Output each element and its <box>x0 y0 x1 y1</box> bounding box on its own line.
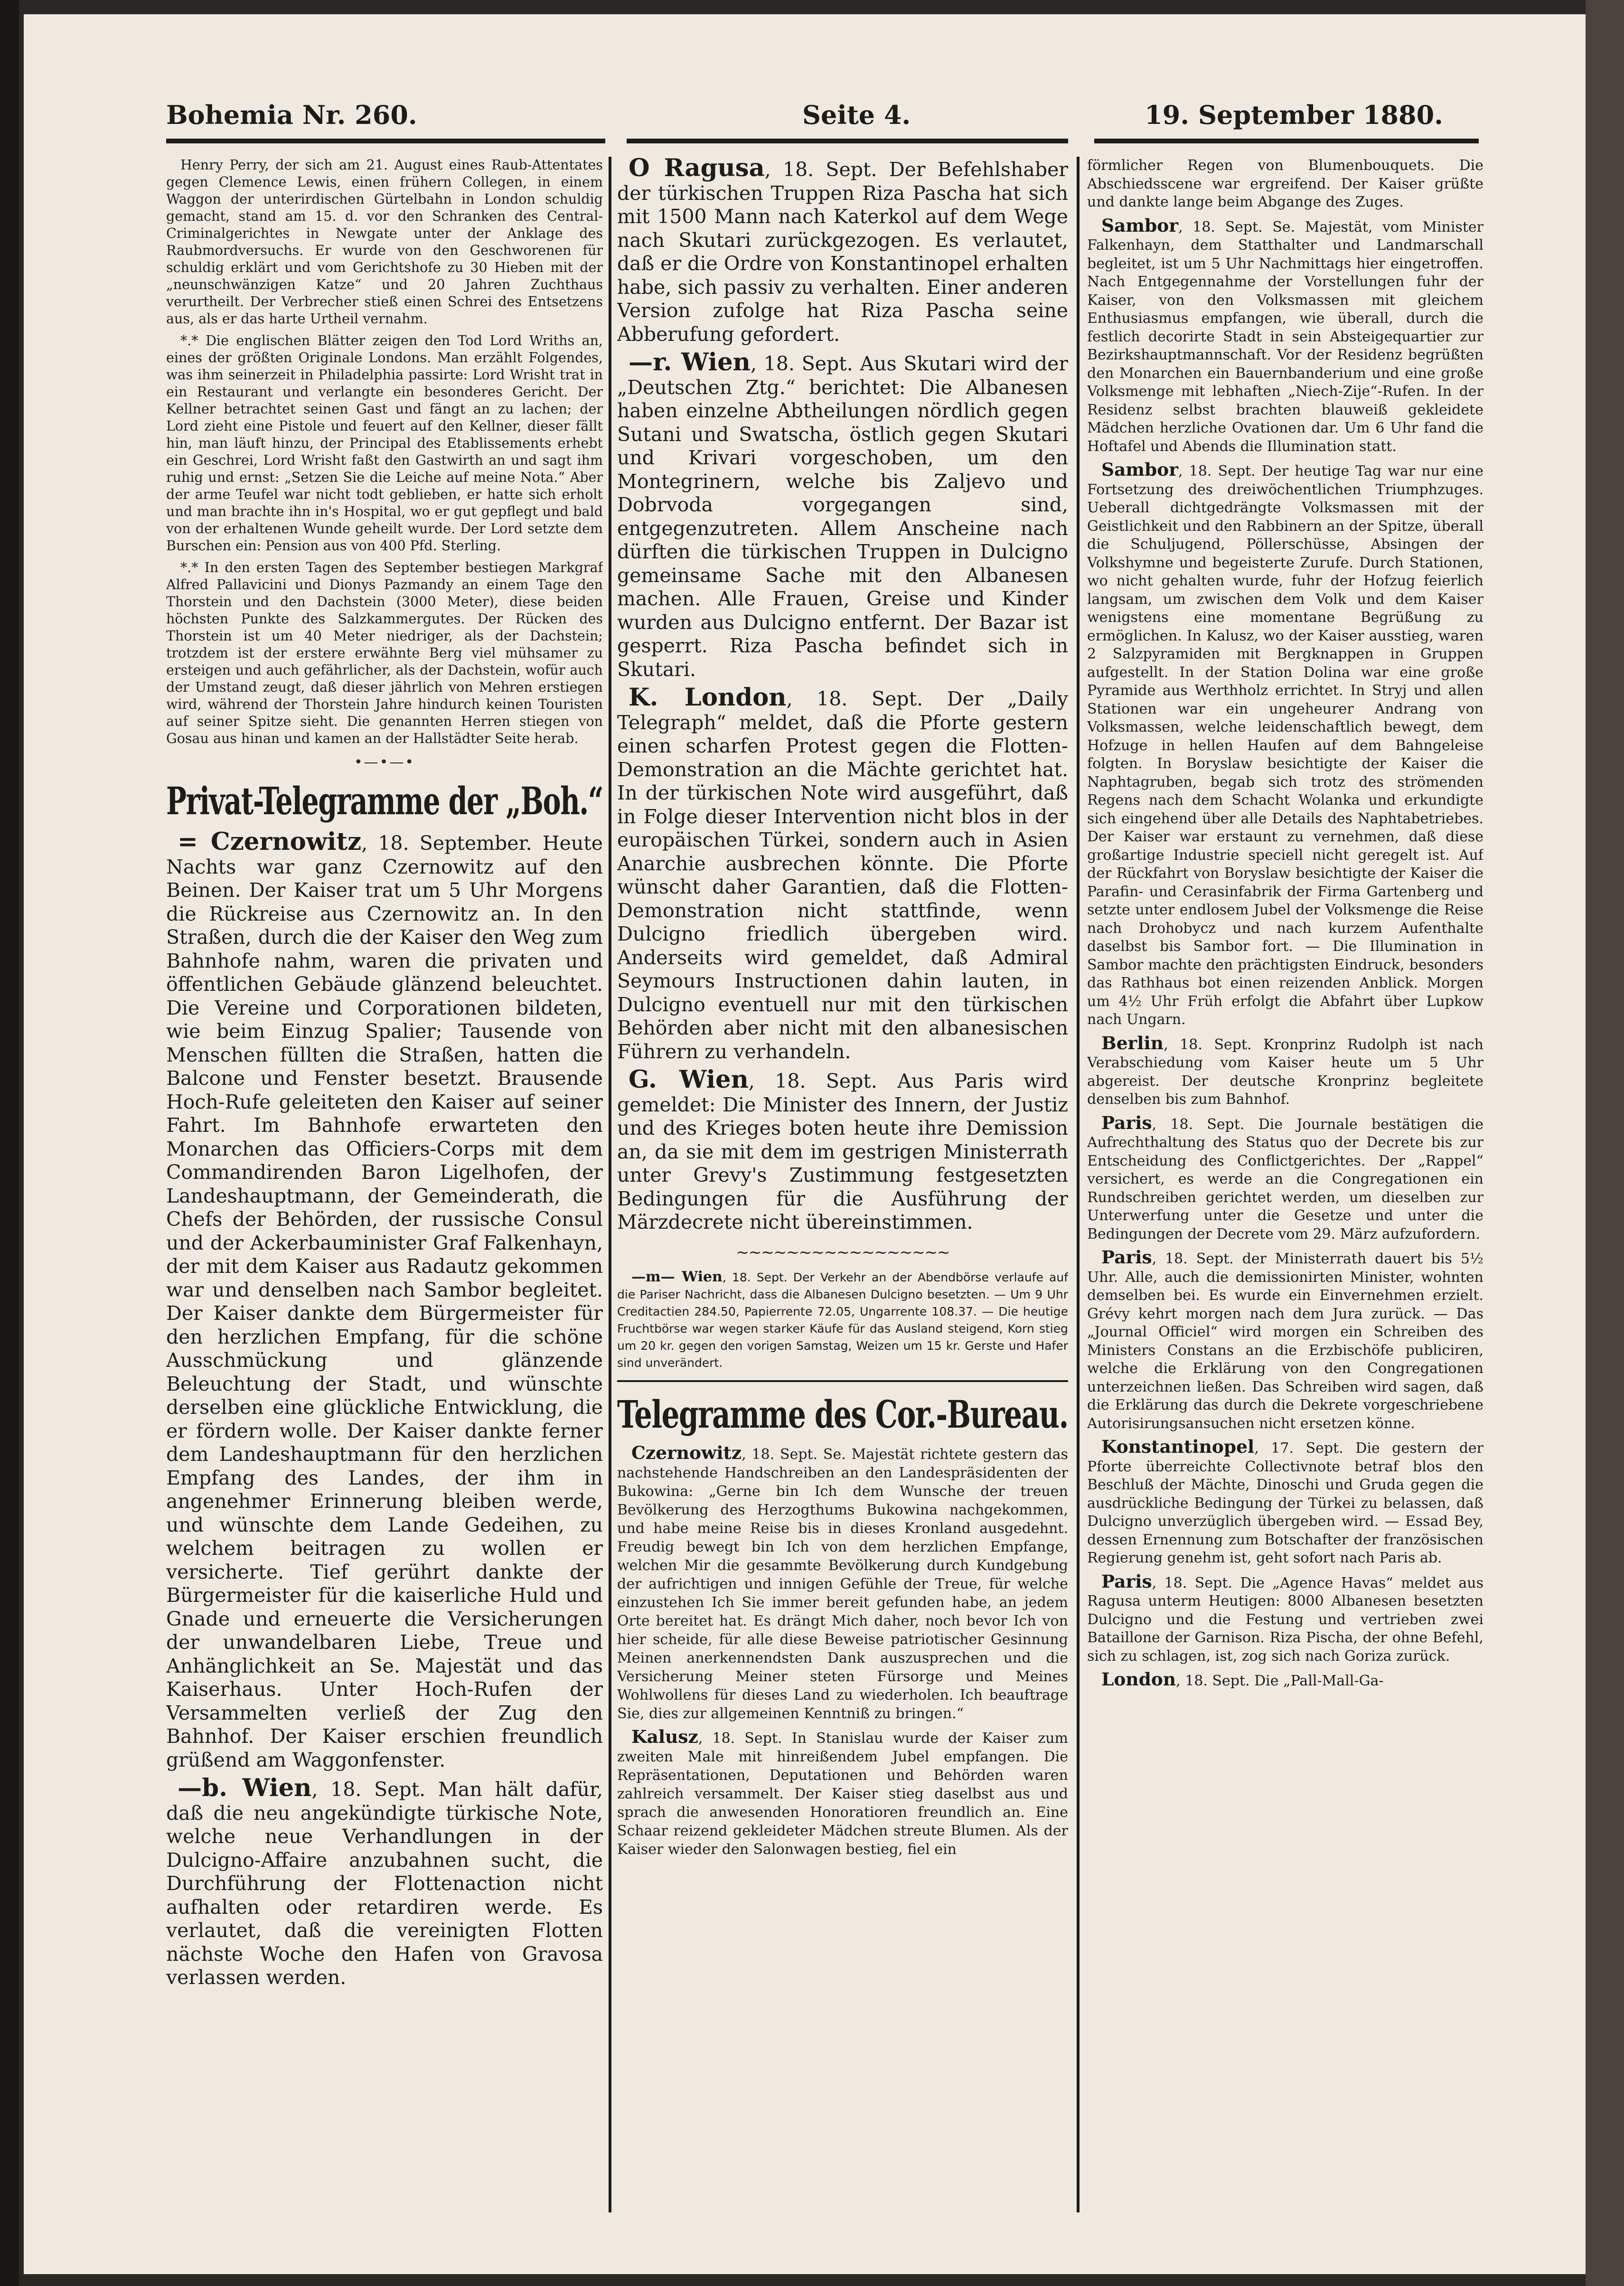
dateline-place: Konstantinopel <box>1101 1436 1255 1457</box>
page-number: Seite 4. <box>802 100 911 130</box>
telegram-text: , 18. Sept. Die „Pall-Mall-Ga- <box>1176 1673 1384 1689</box>
dateline-place: Paris <box>1101 1571 1152 1592</box>
telegram-ragusa <box>617 157 1068 346</box>
dateline-place: O Ragusa <box>629 157 765 182</box>
article-perry: Henry Perry, der sich am 21. August eines Raub-Attentates gegen Clemence Lewis, einen frühern Collegen, in einem Waggon der unterirdischen Gürtelbahn in London schuldig gemacht, stand am 15. d. vor den Schranken des Central-Criminalgerichtes in Newgate unter der Anklage des Raubmordversuchs. Er wurde von den Geschworenen für schuldig erklärt und vom Gerichtshofe zu 30 Hieben mit der „neunschwänzigen Katze“ und 20 Jahren Zuchthaus verurtheilt. Der Verbrecher stieß einen Schrei des Entsetzens aus, als er das harte Urtheil vernahm. <box>166 157 603 327</box>
section-rule <box>617 1380 1068 1382</box>
telegram-wien-paris <box>617 1065 1068 1234</box>
dateline-place: G. Wien <box>629 1065 749 1094</box>
section-headline-private-telegrams: Privat-Telegramme der „Boh.“ <box>166 779 603 823</box>
telegram-text: , 18. Sept. Man hält dafür, daß die neu angekündigte türkische Note, welche neue Verhandlungen in der Dulcigno-Affaire anzubahnen sucht, die Durchführung der Flottenaction nicht aufhalten oder retardiren werde. Es verlautet, daß die vereinigten Flotten nächste Woche den Hafen von Gravosa verlassen werden. <box>166 1778 603 1989</box>
telegram-london-2 <box>1087 1670 1483 1691</box>
telegram-konstantinopel <box>1087 1438 1483 1568</box>
header-rule <box>166 139 605 143</box>
telegram-kalusz <box>617 1728 1068 1859</box>
header-rule <box>627 139 1068 143</box>
dateline-place: = Czernowitz <box>178 828 362 856</box>
dateline-place: Sambor <box>1101 459 1179 480</box>
telegram-text: , 18. Sept. Se. Majestät richtete gestern das nachstehende Handschreiben an den Landespräsidenten der Bukowina: „Gerne bin Ich dem Wunsche der treuen Bevölkerung des Herzogthums Bukowina nachgekommen, und habe meine Reise bis in dieses Kronland ausgedehnt. Freudig bewegt bin Ich von dem herzlichen Empfange, welchen Mir die gesammte Bevölkerung durch Kundgebung der aufrichtigen und innigen Gefühle der Treue, für welche einzustehen Ich Sie immer bereit gefunden habe, an jedem Orte bereitet hat. Es drängt Mich daher, noch bevor Ich von hier scheide, für alle diese Beweise patriotischer Gesinnung Meinen anerkennendsten Dank auszusprechen und die Versicherung Meiner steten Fürsorge und Meines Wohlwollens für dieses Land zu wiederholen. Ich beauftrage Sie, dies zur allgemeinen Kenntniß zu bringen.“ <box>617 1446 1068 1722</box>
column-1 <box>166 157 603 1994</box>
telegram-paris-1 <box>1087 1114 1483 1244</box>
telegram-text: , 18. Sept. der Ministerrath dauert bis 5½ Uhr. Alle, auch die demissionirten Minister, wohnten demselben bei. Es wurde ein Einvernehmen erzielt. Grévy kehrt morgen nach dem Jura zurück. — Das „Journal Officiel“ wird morgen ein Schreiben des Ministers Constans an die Erzbischöfe publiciren, welche die Erklärung von den Congregationen unterzeichnen ließen. Das Schreiben wird sagen, daß die Erklärung das durch die Dekrete vorgeschriebene Autorisirungsansuchen nicht ersetzen könne. <box>1087 1251 1483 1432</box>
column-divider <box>1077 157 1080 2212</box>
notice-text: , 18. Sept. Der Verkehr an der Abendbörse verlaufe auf die Pariser Nachricht, dass die Albanesen Dulcigno besetzten. — Um 9 Uhr Creditactien 284.50, Papierrente 72.05, Ungarrente 108.37. — Die heutige Fruchtbörse war wegen starker Käufe für das Ausland steigend, Korn stieg um 20 kr. gegen den vorigen Samstag, Weizen um 15 kr. Gerste und Hafer sind unverändert. <box>617 1270 1068 1370</box>
book-spine <box>0 0 19 2286</box>
dateline-place: —b. Wien <box>178 1774 312 1802</box>
dateline-place: —m— Wien <box>631 1268 723 1285</box>
telegram-czernowitz-handschreiben <box>617 1444 1068 1723</box>
issue-date: 19. September 1880. <box>1145 100 1443 130</box>
page-edge <box>1586 0 1624 2286</box>
cor-bureau-telegrams-continued <box>1087 157 1483 1691</box>
article-dachstein: *.* In den ersten Tagen des September bestiegen Markgraf Alfred Pallavicini und Dionys Pazmandy an einem Tage den Thorstein und den Dachstein (3000 Meter), diese beiden höchsten Punkte des Salzkammergutes. Der Rücken des Thorstein ist um 40 Meter niedriger, als der Dachstein; trotzdem ist der erstere erwähnte Berg viel mühsamer zu ersteigen und auch gefährlicher, als der Dachstein, wofür auch der Umstand zeugt, daß dieser jährlich von Mehren erstiegen wird, während der Thorstein Jahre hindurch keinen Touristen auf seiner Spitze sieht. Die genannten Herren stiegen von Gosau aus hinan und kamen an der Hallstädter Seite herab. <box>166 560 603 746</box>
cor-bureau-telegrams <box>617 1444 1068 1859</box>
telegram-text: , 17. Sept. Die gestern der Pforte überreichte Collectivnote betraf blos den Beschluß der Mächte, Dinoschi und Gruda gegen die ausdrückliche Bedingung der Türkei zu belassen, daß Dulcigno unverzüglich übergeben wird. — Essad Bey, dessen Ernennung zum Botschafter der französischen Regierung genehm ist, geht sofort nach Paris ab. <box>1087 1440 1483 1566</box>
telegram-czernowitz <box>166 830 603 1772</box>
dateline-place: London <box>1101 1669 1176 1690</box>
dateline-place: Paris <box>1101 1112 1152 1133</box>
dateline-place: Kalusz <box>631 1726 698 1747</box>
telegram-berlin <box>1087 1034 1483 1109</box>
telegram-text: , 18. Sept. Der heutige Tag war nur eine Fortsetzung des dreiwöchentlichen Triumphzuges. Ueberall dichtgedrängte Volksmassen mit der Geistlichkeit und den Rabbinern an der Spitze, überall die Schuljugend, Pöllerschüsse, Absingen der Volkshymne und begeisterte Zurufe. Durch Stationen, wo nicht gehalten wurde, fuhr der Hofzug feierlich langsam, um zwischen dem Volk und dem Kaiser wenigstens eine momentane Begrüßung zu ermöglichen. In Kalusz, wo der Kaiser ausstieg, waren 2 Salzpyramiden mit Bergknappen in Gruppen aufgestellt. In der Station Dolina war eine große Pyramide aus Werthholz errichtet. In Stryj und allen Stationen war ein ungeheurer Andrang von Volksmassen, welche leidenschaftlich bewegt, dem Hofzuge in hellen Haufen auf dem Bahngeleise folgten. In Boryslaw besichtigte der Kaiser die Naphtagruben, begab sich trotz des strömenden Regens nach dem Schacht Wolanka und erkundigte sich eingehend über alle Details des Naphtabetriebes. Der Kaiser war erstaunt zu vernehmen, daß diese großartige Industrie speciell nicht geregelt ist. Auf der Rückfahrt von Boryslaw besichtigte der Kaiser die Parafin- und Cerasinfabrik der Firma Gartenberg und setzte unter endlosem Jubel der Volksmenge die Reise nach Drohobycz und nach kurzem Aufenthalte daselbst bis Sambor fort. — Die Illumination in Sambor machte den prächtigsten Eindruck, besonders das Rathhaus bot einen reizenden Anblick. Morgen um 4½ Uhr Früh erfolgt die Abfahrt über Lupkow nach Ungarn. <box>1087 463 1483 1028</box>
telegram-text: , 18. Sept. In Stanislau wurde der Kaiser zum zweiten Male mit hinreißendem Jubel empfangen. Die Repräsentationen, Deputationen und Behörden waren zahlreich versammelt. Der Kaiser stieg daselbst aus und sprach die anwesenden Honoratioren freundlich an. Eine Schaar reizend gekleideter Mädchen streute Blumen. Als der Kaiser wieder den Salonwagen bestieg, fiel ein <box>617 1730 1068 1858</box>
telegram-wien-skutari <box>617 348 1068 681</box>
telegram-paris-3 <box>1087 1572 1483 1666</box>
private-telegrams-continued <box>617 157 1068 1234</box>
column-2 <box>617 157 1068 1863</box>
column-divider <box>609 157 611 2212</box>
telegram-paris-2 <box>1087 1248 1483 1433</box>
telegram-text: , 18. Sept. Die Journale bestätigen die Aufrechthaltung des Status quo der Decrete bis zur Entscheidung des Conflictgerichtes. Der „Rappel“ versichert, es werde an die Congregationen ein Rundschreiben gerichtet werden, um dieselben zur Unterwerfung unter die Gesetze und unter die Bedingungen der Decrete vom 29. März aufzufordern. <box>1087 1116 1483 1242</box>
header-rule <box>1094 139 1479 143</box>
section-ornament: •—•—• <box>354 754 415 771</box>
telegram-text: , 18. Sept. Der Befehlshaber der türkischen Truppen Riza Pascha hat sich mit 1500 Mann nach Katerkol auf dem Wege nach Skutari zurückgezogen. Es verlautet, daß er die Ordre von Konstantinopel erhalten habe, sich passiv zu verhalten. Einer anderen Version zufolge hat Riza Pascha seine Abberufung gefordert. <box>617 158 1068 346</box>
stock-exchange-notice <box>617 1269 1068 1372</box>
telegram-london <box>617 683 1068 1063</box>
telegram-text: , 18. September. Heute Nachts war ganz Czernowitz auf den Beinen. Der Kaiser trat um 5 Uhr Morgens die Rückreise aus Czernowitz an. In den Straßen, durch die der Kaiser den Weg zum Bahnhofe nahm, waren die privaten und öffentlichen Gebäude glänzend beleuchtet. Die Vereine und Corporationen bildeten, wie beim Einzug Spalier; Tausende von Menschen füllten die Straßen, hatten die Balcone und Fenster besetzt. Brausende Hoch-Rufe geleiteten den Kaiser auf seiner Fahrt. Im Bahnhofe erwarteten den Monarchen das Officiers-Corps mit dem Commandirenden Baron Ligelhofen, der Landeshauptmann, der Gemeinderath, die Chefs der Behörden, der russische Consul und der Ackerbauminister Graf Falkenhayn, der mit dem Kaiser aus Radautz gekommen war und denselben nach Sambor begleitet. Der Kaiser dankte dem Bürgermeister für den herzlichen Empfang, für die schöne Ausschmückung und glänzende Beleuchtung der Stadt, und wünschte derselben eine glückliche Entwicklung, die er fördern wolle. Der Kaiser dankte ferner dem Landeshauptmann für den herzlichen Empfang des Landes, der ihm in angenehmer Erinnerung bleiben werde, und wünschte dem Lande Gedeihen, zu welchem beitragen zu wollen er versicherte. Tief gerührt dankte der Bürgermeister für die kaiserliche Huld und Gnade und erneuerte die Versicherungen der unwandelbaren Liebe, Treue und Anhänglichkeit an Se. Majestät und das Kaiserhaus. Unter Hoch-Rufen der Versammelten verließ der Zug den Bahnhof. Der Kaiser erschien freundlich grüßend am Waggonfenster. <box>166 832 603 1771</box>
telegram-kalusz-continued: förmlicher Regen von Blumenbouquets. Die Abschiedsscene war ergreifend. Der Kaiser grüßte und dankte lange beim Abgange des Zuges. <box>1087 157 1483 210</box>
section-headline-cor-bureau: Telegramme des Cor.-Bureau. <box>617 1392 1068 1437</box>
telegram-text: , 18. Sept. Kronprinz Rudolph ist nach Verabschiedung vom Kaiser heute um 5 Uhr abgereist. Der deutsche Kronprinz begleitete denselben bis zum Bahnhof. <box>1087 1036 1483 1108</box>
telegram-text: , 18. Sept. Die „Agence Havas“ meldet aus Ragusa unterm Heutigen: 8000 Albanesen besetzten Dulcigno und die Festung und vertrieben zwei Bataillone der Garnison. Riza Pischa, der ohne Befehl, sich zu schlagen, ist, zog sich nach Goriza zurück. <box>1087 1574 1483 1665</box>
issue-number: Bohemia Nr. 260. <box>166 100 417 130</box>
miscellany-section <box>166 157 603 747</box>
telegram-text: , 18. Sept. Der „Daily Telegraph“ meldet, daß die Pforte gestern einen scharfen Protest gegen die Flotten-Demonstration an die Mächte gerichtet hat. In der türkischen Note wird ausgeführt, daß in Folge dieser Intervention nicht blos in der europäischen Türkei, sondern auch in Asien Anarchie ausbrechen könnte. Die Pforte wünscht daher Garantien, daß die Flotten-Demonstration nicht stattfinde, wenn Dulcigno friedlich übergeben wird. Anderseits wird gemeldet, daß Admiral Seymours Instructionen dahin lauten, in Dulcigno eventuell nur mit den türkischen Behörden aber nicht mit den albanesischen Führern zu verhandeln. <box>617 687 1068 1063</box>
telegram-text: , 18. Sept. Aus Skutari wird der „Deutschen Ztg.“ berichtet: Die Albanesen haben einzelne Abtheilungen nördlich gegen Sutani und Swatscha, östlich gegen Skutari und Krivari vorgeschoben, um den Montegrinern, welche bis Zaljevo und Dobrvoda vorgegangen sind, entgegenzutreten. Allem Anscheine nach dürften die türkischen Truppen in Dulcigno gemeinsame Sache mit den Albanesen machen. Alle Frauen, Greise und Kinder wurden aus Dulcigno entfernt. Der Bazar ist gesperrt. Riza Pascha befindet sich in Skutari. <box>617 352 1068 681</box>
dateline-place: K. London <box>629 683 787 712</box>
dateline-place: —r. Wien <box>629 348 751 376</box>
private-telegrams <box>166 830 603 1990</box>
telegram-sambor-1 <box>1087 216 1483 456</box>
dateline-place: Berlin <box>1101 1032 1164 1054</box>
newspaper-page <box>24 14 1586 2274</box>
telegram-text: , 18. Sept. Aus Paris wird gemeldet: Die Minister des Innern, der Justiz und des Krieges boten heute ihre Demission an, da sie mit dem im gestrigen Ministerrath unter Grevy's Zustimmung festgesetzten Bedingungen für die Ausführung der Märzdecrete nicht übereinstimmen. <box>617 1070 1068 1233</box>
telegram-sambor-2 <box>1087 461 1483 1029</box>
telegram-text: , 18. Sept. Se. Majestät, vom Minister Falkenhayn, dem Statthalter und Landmarschall begleitet, ist um 5 Uhr Nachmittags hier eingetroffen. Nach Entgegennahme der Vorstellungen fuhr der Kaiser, von den Volksmassen mit gleichem Enthusiasmus empfangen, wie überall, durch die festlich decorirte Stadt in sein Absteigequartier zur Bezirkshauptmannschaft. Vor der Residenz begrüßten den Monarchen ein Bauernbanderium und eine große Volksmenge mit lebhaften „Niech-Zije“-Rufen. In der Residenz selbst brachten blauweiß gekleidete Mädchen herzliche Ovationen dar. Um 6 Uhr fand die Hoftafel und Abends die Illumination statt. <box>1087 218 1483 455</box>
article-lord-wrisht: *.* Die englischen Blätter zeigen den Tod Lord Wriths an, eines der größten Originale Londons. Man erzählt Folgendes, was ihm seinerzeit in Philadelphia passirte: Lord Wrisht trat in ein Restaurant und verlangte ein besonderes Gericht. Der Kellner betrachtet seinen Gast und fängt an zu lachen; der Lord zieht eine Pistole und feuert auf den Kellner, dieser fällt hin, man läuft hinzu, der Principal des Etablissements erhebt ein Geschrei, Lord Wrisht faßt den Gastwirth an und sagt ihm ruhig und ernst: „Setzen Sie die Leiche auf meine Nota.“ Aber der arme Teufel war nicht todt geblieben, er hatte sich erholt und man brachte ihn in's Hospital, wo er gut gepflegt und bald von der erhaltenen Wunde geheilt wurde. Der Lord setzte dem Burschen ein: Pension aus von 400 Pfd. Sterling. <box>166 333 603 554</box>
dateline-place: Czernowitz <box>631 1442 742 1463</box>
telegram-wien <box>166 1774 603 1990</box>
wavy-separator: ~~~~~~~~~~~~~~~~~ <box>735 1242 950 1262</box>
column-3 <box>1087 157 1483 1695</box>
dateline-place: Sambor <box>1101 215 1179 236</box>
dateline-place: Paris <box>1101 1247 1152 1268</box>
